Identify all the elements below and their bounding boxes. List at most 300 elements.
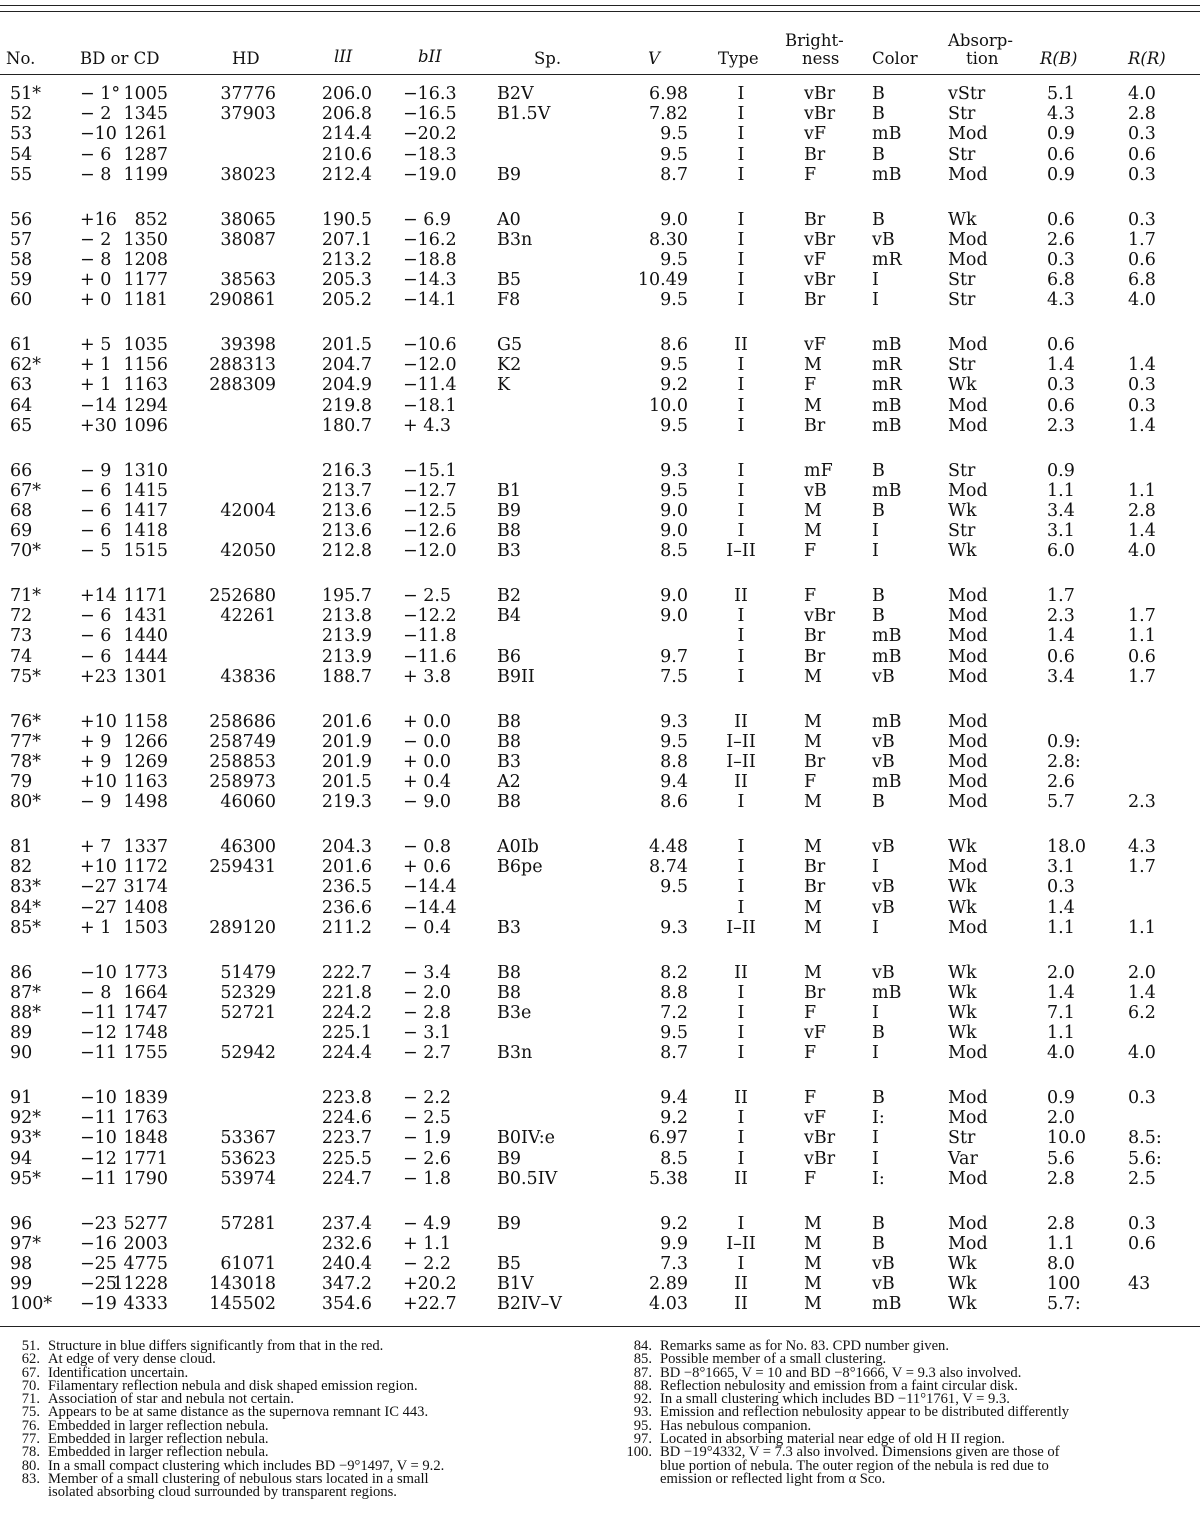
l-cell: 206.0 (321, 84, 372, 104)
rr-cell: 2.8 (1128, 500, 1156, 521)
sp-cell: B1.5V (497, 104, 551, 125)
header-l (334, 48, 352, 66)
brightness-cell: vBr (804, 270, 836, 291)
no-cell: 70* (10, 541, 42, 562)
l-cell: 201.9 (321, 731, 372, 752)
bd-sign-cell: −25 (80, 1274, 117, 1295)
v-cell: 9.5 (660, 124, 688, 145)
bd-number-cell: 1337 (123, 837, 168, 857)
color-cell: I (872, 270, 879, 291)
b-cell: −19.0 (403, 164, 457, 185)
hd-cell: 143018 (209, 1274, 276, 1295)
absorption-cell: Mod (948, 229, 988, 250)
bd-number-cell: 1345 (123, 104, 168, 125)
absorption-cell: Mod (948, 1043, 988, 1064)
bd-number-cell: 1156 (123, 355, 168, 376)
rb-cell: 10.0 (1047, 1128, 1086, 1149)
bd-number-cell: 1498 (123, 792, 168, 813)
note-text: Located in absorbing material near edge of old H II region. (660, 1431, 1005, 1448)
top-rule-2 (0, 11, 1200, 12)
l-cell: 236.6 (321, 897, 372, 918)
note-number: 97. (633, 1431, 652, 1448)
color-cell: B (872, 144, 885, 165)
type-cell: I–II (726, 917, 756, 938)
color-cell: I: (872, 1108, 885, 1129)
color-cell: mB (872, 982, 902, 1003)
color-cell: vB (872, 962, 895, 983)
color-cell: B (872, 460, 885, 481)
b-cell: + 0.6 (403, 857, 452, 878)
absorption-cell: Mod (948, 249, 988, 270)
color-cell: I (872, 917, 879, 938)
bd-number-cell: 1664 (123, 982, 168, 1003)
no-cell: 78* (10, 751, 42, 772)
b-cell: −12.0 (403, 355, 457, 376)
bd-sign-cell: + 1 (80, 375, 112, 396)
bd-number-cell: 1440 (123, 626, 168, 647)
l-cell: 213.8 (321, 606, 372, 627)
v-cell: 9.0 (660, 606, 688, 627)
note-text: Has nebulous companion. (660, 1417, 812, 1434)
color-cell: mB (872, 646, 902, 667)
b-cell: − 2.8 (403, 1002, 452, 1023)
note-text: Remarks same as for No. 83. CPD number given. (660, 1338, 949, 1354)
no-cell: 81 (10, 837, 33, 857)
hd-cell: 288313 (209, 355, 276, 376)
rr-cell: 6.8 (1128, 270, 1156, 291)
hd-cell: 37776 (220, 84, 276, 104)
header-brightness-2: ness (802, 49, 840, 68)
note-text: emission or reflected light from α Sco. (660, 1470, 886, 1487)
color-cell: B (872, 792, 885, 813)
l-cell: 204.7 (321, 355, 372, 376)
color-cell: I: (872, 1168, 885, 1189)
bd-number-cell: 1199 (123, 164, 168, 185)
type-cell: I (737, 792, 745, 813)
bd-number-cell: 1773 (123, 962, 168, 983)
rr-cell: 0.3 (1128, 164, 1156, 185)
bd-sign-cell: −27 (80, 897, 117, 918)
note-text: Filamentary reflection nebula and disk shaped emission region. (48, 1377, 418, 1394)
type-cell: I (737, 209, 745, 230)
rb-cell: 1.4 (1047, 982, 1075, 1003)
note-text: blue portion of nebula. The outer region of the nebula is red due to (660, 1457, 1049, 1474)
b-cell: −15.1 (403, 460, 457, 481)
l-cell: 190.5 (321, 209, 372, 230)
rb-cell: 3.4 (1047, 500, 1075, 521)
bd-number-cell: 3174 (123, 877, 168, 898)
absorption-cell: Wk (948, 1002, 977, 1023)
hd-cell: 57281 (220, 1213, 276, 1234)
hd-cell: 38023 (220, 164, 276, 185)
bd-sign-cell: +16 (80, 209, 117, 230)
type-cell: I–II (726, 751, 756, 772)
hd-cell: 51479 (220, 962, 276, 983)
no-cell: 77* (10, 731, 42, 752)
rb-cell: 5.7 (1047, 792, 1075, 813)
v-cell: 9.5 (660, 144, 688, 165)
brightness-cell: Br (804, 751, 826, 772)
no-cell: 68 (10, 500, 33, 521)
rb-cell: 0.6 (1047, 335, 1075, 355)
b-cell: −11.4 (403, 375, 457, 396)
rr-cell: 2.5 (1128, 1168, 1156, 1189)
sp-cell: B1 (497, 480, 521, 501)
sp-cell: K2 (497, 355, 522, 376)
bd-sign-cell: −12 (80, 1148, 117, 1169)
bd-sign-cell: −10 (80, 962, 117, 983)
color-cell: vB (872, 837, 895, 857)
brightness-cell: vB (804, 480, 827, 501)
sp-cell: B8 (497, 792, 521, 813)
v-cell: 10.0 (649, 395, 688, 416)
bd-sign-cell: +23 (80, 666, 117, 687)
header-sp: Sp. (534, 49, 562, 68)
l-cell: 212.8 (321, 541, 372, 562)
note-number: 88. (633, 1377, 652, 1394)
type-cell: I (737, 270, 745, 291)
v-cell: 9.5 (660, 415, 688, 436)
bd-number-cell: 11228 (112, 1274, 168, 1295)
v-cell: 9.2 (660, 1108, 688, 1129)
rb-cell: 3.4 (1047, 666, 1075, 687)
color-cell: vB (872, 666, 895, 687)
rr-cell: 1.1 (1128, 626, 1156, 647)
note-number: 51. (21, 1338, 40, 1354)
bd-number-cell: 1163 (123, 772, 168, 793)
bd-sign-cell: + 7 (80, 837, 112, 857)
absorption-cell: Mod (948, 480, 988, 501)
rr-cell: 4.3 (1128, 837, 1156, 857)
v-cell: 9.0 (660, 521, 688, 542)
v-cell: 9.0 (660, 586, 688, 606)
l-cell: 225.5 (321, 1148, 372, 1169)
header-b-text: bII (418, 47, 442, 66)
header-rule (0, 74, 1200, 75)
color-cell: vB (872, 1253, 895, 1274)
b-cell: −16.3 (403, 84, 457, 104)
type-cell: II (734, 1168, 748, 1189)
bd-number-cell: 1417 (123, 500, 168, 521)
rr-cell: 2.3 (1128, 792, 1156, 813)
v-cell: 10.49 (637, 270, 688, 291)
hd-cell: 42050 (220, 541, 276, 562)
no-cell: 97* (10, 1233, 42, 1254)
type-cell: I (737, 666, 745, 687)
note-item (2, 1486, 592, 1499)
brightness-cell: vBr (804, 229, 836, 250)
rr-cell: 6.2 (1128, 1002, 1156, 1023)
footer-rule (0, 1326, 1200, 1327)
brightness-cell: vBr (804, 104, 836, 125)
rr-cell: 1.4 (1128, 355, 1156, 376)
brightness-cell: F (804, 541, 817, 562)
b-cell: − 1.8 (403, 1168, 452, 1189)
no-cell: 73 (10, 626, 33, 647)
brightness-cell: M (804, 355, 822, 376)
hd-cell: 53367 (220, 1128, 276, 1149)
no-cell: 62* (10, 355, 42, 376)
absorption-cell: Wk (948, 837, 977, 857)
hd-cell: 145502 (209, 1294, 276, 1315)
rr-cell: 1.7 (1128, 666, 1156, 687)
b-cell: +20.2 (403, 1274, 457, 1295)
note-number: 84. (633, 1338, 652, 1354)
brightness-cell: M (804, 500, 822, 521)
l-cell: 223.7 (321, 1128, 372, 1149)
rb-cell: 2.3 (1047, 415, 1075, 436)
bd-sign-cell: − 6 (80, 626, 112, 647)
brightness-cell: M (804, 1274, 822, 1295)
bd-sign-cell: − 6 (80, 606, 112, 627)
hd-cell: 258853 (209, 751, 276, 772)
color-cell: B (872, 209, 885, 230)
v-cell: 8.5 (660, 1148, 688, 1169)
rb-cell: 0.9 (1047, 164, 1075, 185)
bd-sign-cell: +14 (80, 586, 117, 606)
l-cell: 213.9 (321, 646, 372, 667)
v-cell: 9.4 (660, 772, 688, 793)
sp-cell: B8 (497, 731, 521, 752)
absorption-cell: Mod (948, 335, 988, 355)
rr-cell: 0.6 (1128, 249, 1156, 270)
rb-cell: 0.3 (1047, 877, 1075, 898)
rb-cell: 5.6 (1047, 1148, 1075, 1169)
type-cell: I (737, 1128, 745, 1149)
no-cell: 72 (10, 606, 33, 627)
b-cell: − 2.5 (403, 1108, 452, 1129)
bd-number-cell: 1790 (123, 1168, 168, 1189)
brightness-cell: F (804, 1168, 817, 1189)
bd-number-cell: 1747 (123, 1002, 168, 1023)
brightness-cell: F (804, 1088, 817, 1108)
type-cell: I–II (726, 731, 756, 752)
no-cell: 71* (10, 586, 42, 606)
brightness-cell: Br (804, 877, 826, 898)
l-cell: 188.7 (321, 666, 372, 687)
type-cell: I (737, 982, 745, 1003)
bd-sign-cell: −10 (80, 1128, 117, 1149)
b-cell: − 0.8 (403, 837, 452, 857)
color-cell: I (872, 541, 879, 562)
sp-cell: B0.5IV (497, 1168, 558, 1189)
rr-cell: 1.7 (1128, 857, 1156, 878)
v-cell: 8.5 (660, 541, 688, 562)
hd-cell: 258749 (209, 731, 276, 752)
header-no: No. (6, 49, 36, 68)
sp-cell: B3 (497, 917, 521, 938)
note-text: Embedded in larger reflection nebula. (48, 1417, 269, 1434)
brightness-cell: M (804, 897, 822, 918)
no-cell: 83* (10, 877, 42, 898)
note-number: 95. (633, 1417, 652, 1434)
no-cell: 52 (10, 104, 33, 125)
b-cell: −14.4 (403, 897, 457, 918)
brightness-cell: vBr (804, 84, 836, 104)
bd-number-cell: 1266 (123, 731, 168, 752)
no-cell: 76* (10, 711, 42, 732)
hd-cell: 38065 (220, 209, 276, 230)
v-cell: 9.4 (660, 1088, 688, 1108)
b-cell: −20.2 (403, 124, 457, 145)
l-cell: 237.4 (321, 1213, 372, 1234)
absorption-cell: Mod (948, 1108, 988, 1129)
absorption-cell: Wk (948, 962, 977, 983)
absorption-cell: vStr (948, 84, 986, 104)
type-cell: I (737, 290, 745, 311)
no-cell: 91 (10, 1088, 33, 1108)
bd-sign-cell: − 6 (80, 521, 112, 542)
type-cell: II (734, 962, 748, 983)
no-cell: 58 (10, 249, 33, 270)
b-cell: − 2.2 (403, 1253, 452, 1274)
no-cell: 59 (10, 270, 33, 291)
b-cell: −12.6 (403, 521, 457, 542)
absorption-cell: Mod (948, 666, 988, 687)
note-text: In a small compact clustering which includes BD −9°1497, V = 9.2. (48, 1457, 445, 1474)
v-cell: 7.82 (649, 104, 688, 125)
rr-cell: 4.0 (1128, 541, 1156, 562)
hd-cell: 42261 (220, 606, 276, 627)
note-item (614, 1470, 1196, 1487)
type-cell: I (737, 1043, 745, 1064)
no-cell: 100* (10, 1294, 53, 1315)
note-text: Emission and reflection nebulosity appear to be distributed differently (660, 1404, 1070, 1421)
b-cell: − 3.1 (403, 1023, 452, 1044)
b-cell: −11.6 (403, 646, 457, 667)
note-number: 92. (633, 1391, 652, 1408)
brightness-cell: F (804, 1002, 817, 1023)
absorption-cell: Mod (948, 772, 988, 793)
v-cell: 5.38 (649, 1168, 688, 1189)
brightness-cell: vF (804, 1108, 827, 1129)
l-cell: 224.4 (321, 1043, 372, 1064)
b-cell: + 0.0 (403, 711, 452, 732)
bd-number-cell: 1431 (123, 606, 168, 627)
bd-number-cell: 1350 (123, 229, 168, 250)
bd-number-cell: 1444 (123, 646, 168, 667)
b-cell: −12.5 (403, 500, 457, 521)
brightness-cell: M (804, 1294, 822, 1315)
sp-cell: B0IV:e (497, 1128, 556, 1149)
brightness-cell: M (804, 1233, 822, 1254)
bd-sign-cell: + 0 (80, 270, 112, 291)
absorption-cell: Mod (948, 711, 988, 732)
no-cell: 74 (10, 646, 33, 667)
no-cell: 82 (10, 857, 33, 878)
b-cell: + 0.0 (403, 751, 452, 772)
bd-sign-cell: − 6 (80, 480, 112, 501)
absorption-cell: Mod (948, 395, 988, 416)
rb-cell: 3.1 (1047, 521, 1075, 542)
rr-cell: 1.4 (1128, 982, 1156, 1003)
bd-sign-cell: −27 (80, 877, 117, 898)
rr-cell: 4.0 (1128, 84, 1156, 104)
v-cell: 8.6 (660, 792, 688, 813)
brightness-cell: M (804, 731, 822, 752)
v-cell: 9.0 (660, 209, 688, 230)
absorption-cell: Wk (948, 209, 977, 230)
brightness-cell: F (804, 586, 817, 606)
brightness-cell: Br (804, 290, 826, 311)
absorption-cell: Mod (948, 1233, 988, 1254)
rb-cell: 1.4 (1047, 897, 1075, 918)
absorption-cell: Str (948, 290, 976, 311)
absorption-cell: Wk (948, 1253, 977, 1274)
no-cell: 63 (10, 375, 33, 396)
rb-cell: 5.7: (1047, 1294, 1081, 1315)
color-cell: I (872, 1148, 879, 1169)
b-cell: +22.7 (403, 1294, 457, 1315)
note-text: Reflection nebulosity and emission from a faint circular disk. (660, 1377, 1018, 1394)
v-cell: 9.9 (660, 1233, 688, 1254)
sp-cell: B9II (497, 666, 535, 687)
color-cell: vB (872, 1274, 895, 1295)
absorption-cell: Str (948, 521, 976, 542)
bd-number-cell: 1096 (123, 415, 168, 436)
v-cell: 9.2 (660, 375, 688, 396)
note-text: isolated absorbing cloud surrounded by transparent regions. (48, 1484, 397, 1501)
color-cell: I (872, 290, 879, 311)
l-cell: 207.1 (321, 229, 372, 250)
bd-number-cell: 1503 (123, 917, 168, 938)
note-text: Embedded in larger reflection nebula. (48, 1431, 269, 1448)
l-cell: 195.7 (321, 586, 372, 606)
absorption-cell: Mod (948, 626, 988, 647)
type-cell: I (737, 1002, 745, 1023)
rb-cell: 2.8 (1047, 1168, 1075, 1189)
rr-cell: 0.6 (1128, 144, 1156, 165)
no-cell: 75* (10, 666, 42, 687)
rb-cell: 1.4 (1047, 626, 1075, 647)
b-cell: −14.3 (403, 270, 457, 291)
absorption-cell: Var (948, 1148, 978, 1169)
rb-cell: 7.1 (1047, 1002, 1075, 1023)
color-cell: B (872, 1213, 885, 1234)
l-cell: 232.6 (321, 1233, 372, 1254)
b-cell: − 2.5 (403, 586, 452, 606)
type-cell: I (737, 1148, 745, 1169)
no-cell: 51* (10, 84, 42, 104)
brightness-cell: M (804, 395, 822, 416)
b-cell: −16.2 (403, 229, 457, 250)
absorption-cell: Str (948, 460, 976, 481)
rr-cell: 1.4 (1128, 521, 1156, 542)
absorption-cell: Str (948, 355, 976, 376)
l-cell: 206.8 (321, 104, 372, 125)
type-cell: I (737, 500, 745, 521)
type-cell: I (737, 897, 745, 918)
no-cell: 88* (10, 1002, 42, 1023)
v-cell: 8.74 (649, 857, 688, 878)
rb-cell: 1.1 (1047, 480, 1075, 501)
type-cell: I (737, 355, 745, 376)
no-cell: 96 (10, 1213, 33, 1234)
bd-sign-cell: + 9 (80, 751, 112, 772)
sp-cell: B2 (497, 586, 521, 606)
type-cell: II (734, 335, 748, 355)
bd-number-cell: 1418 (123, 521, 168, 542)
l-cell: 213.6 (321, 500, 372, 521)
hd-cell: 252680 (209, 586, 276, 606)
absorption-cell: Str (948, 1128, 976, 1149)
brightness-cell: Br (804, 415, 826, 436)
bd-sign-cell: − 6 (80, 500, 112, 521)
rr-cell: 8.5: (1128, 1128, 1162, 1149)
brightness-cell: vBr (804, 606, 836, 627)
b-cell: −16.5 (403, 104, 457, 125)
v-cell: 8.30 (649, 229, 688, 250)
